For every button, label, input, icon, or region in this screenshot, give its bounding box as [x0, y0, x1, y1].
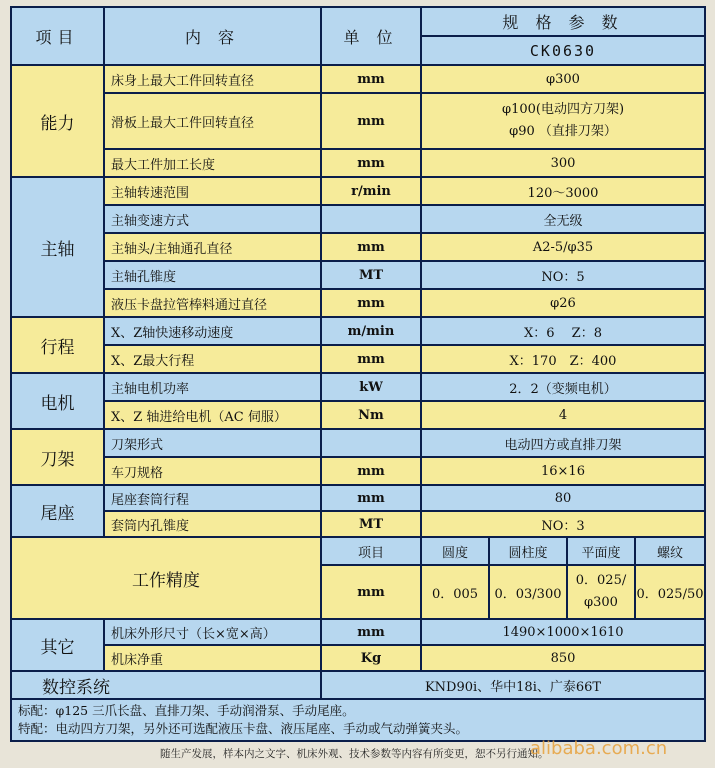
- group-toolpost: 刀架: [12, 430, 103, 484]
- accuracy-value: 0．005: [422, 566, 488, 618]
- row-unit: m/min: [322, 318, 420, 344]
- row-unit: [322, 430, 420, 456]
- group-other: 其它: [12, 620, 103, 670]
- row-label: 液压卡盘拉管棒料通过直径: [105, 290, 320, 316]
- row-value: 电动四方或直排刀架: [422, 430, 704, 456]
- accuracy-header: 圆柱度: [490, 538, 566, 564]
- row-label: 主轴头/主轴通孔直径: [105, 234, 320, 260]
- row-value: 120～3000: [422, 178, 704, 204]
- row-label: 最大工件加工长度: [105, 150, 320, 176]
- group-cnc: 数控系统: [12, 672, 320, 698]
- row-value: X：170 Z：400: [422, 346, 704, 372]
- accuracy-header: 螺纹: [636, 538, 704, 564]
- row-value: 850: [422, 646, 704, 670]
- accuracy-header: 圆度: [422, 538, 488, 564]
- notes: [12, 700, 704, 740]
- accuracy-header: 项目: [322, 538, 420, 564]
- row-unit: mm: [322, 66, 420, 92]
- note-optional: 特配：电动四方刀架，另外还可选配液压卡盘、液压尾座、手动或气动弹簧夹头。: [18, 721, 469, 736]
- row-value-line: φ100(电动四方刀架): [501, 102, 625, 117]
- row-unit: [322, 206, 420, 232]
- row-value: 16×16: [422, 458, 704, 484]
- row-unit: mm: [322, 346, 420, 372]
- accuracy-value-line: 0．025/: [575, 573, 627, 588]
- group-capacity: 能力: [12, 66, 103, 176]
- row-value: X：6 Z：8: [422, 318, 704, 344]
- row-value: φ26: [422, 290, 704, 316]
- accuracy-value: 0．03/300: [490, 566, 566, 618]
- row-label: 主轴电机功率: [105, 374, 320, 400]
- row-label: X、Z轴快速移动速度: [105, 318, 320, 344]
- row-label: 车刀规格: [105, 458, 320, 484]
- note-standard: 标配：φ125 三爪长盘、直排刀架、手动润滑泵、手动尾座。: [18, 703, 355, 718]
- row-label: 床身上最大工件回转直径: [105, 66, 320, 92]
- row-unit: MT: [322, 262, 420, 288]
- row-unit: mm: [322, 150, 420, 176]
- header-spec: 规 格 参 数: [422, 8, 704, 35]
- row-value: 1490×1000×1610: [422, 620, 704, 644]
- accuracy-value: 0．025/50: [636, 566, 704, 618]
- accuracy-header: 平面度: [568, 538, 634, 564]
- group-travel: 行程: [12, 318, 103, 372]
- row-label: 主轴转速范围: [105, 178, 320, 204]
- row-value: φ300: [422, 66, 704, 92]
- group-spindle: 主轴: [12, 178, 103, 316]
- row-unit: mm: [322, 94, 420, 148]
- row-unit: mm: [322, 234, 420, 260]
- row-value: [422, 94, 704, 148]
- group-motor: 电机: [12, 374, 103, 428]
- group-accuracy: 工作精度: [12, 538, 320, 618]
- row-label: 机床净重: [105, 646, 320, 670]
- accuracy-value-line: φ300: [584, 595, 618, 610]
- row-value: NO：5: [422, 262, 704, 288]
- row-label: 滑板上最大工件回转直径: [105, 94, 320, 148]
- row-unit: r/min: [322, 178, 420, 204]
- row-unit: Kg: [322, 646, 420, 670]
- accuracy-unit: mm: [322, 566, 420, 618]
- row-label: 套筒内孔锥度: [105, 512, 320, 536]
- row-unit: mm: [322, 290, 420, 316]
- accuracy-value: [568, 566, 634, 618]
- row-value: 2．2（变频电机）: [422, 374, 704, 400]
- header-item: 项目: [12, 8, 103, 64]
- row-value-line: φ90 （直排刀架）: [509, 124, 617, 139]
- row-value: A2-5/φ35: [422, 234, 704, 260]
- header-model: CK0630: [422, 37, 704, 64]
- row-unit: mm: [322, 486, 420, 510]
- row-unit: mm: [322, 458, 420, 484]
- watermark: alibaba.com.cn: [530, 738, 668, 759]
- row-value: NO：3: [422, 512, 704, 536]
- spec-table: [10, 6, 706, 742]
- row-value: 80: [422, 486, 704, 510]
- row-unit: kW: [322, 374, 420, 400]
- cnc-value: KND90i、华中18i、广泰66T: [322, 672, 704, 698]
- group-tailstock: 尾座: [12, 486, 103, 536]
- row-value: 4: [422, 402, 704, 428]
- row-unit: mm: [322, 620, 420, 644]
- disclaimer: 随生产发展，样本内之文字、机床外观、技术参数等内容有所变更，恕不另行通知。: [160, 748, 549, 760]
- row-label: X、Z最大行程: [105, 346, 320, 372]
- row-value: 300: [422, 150, 704, 176]
- row-unit: MT: [322, 512, 420, 536]
- row-label: 主轴变速方式: [105, 206, 320, 232]
- header-unit: 单 位: [322, 8, 420, 64]
- row-value: 全无级: [422, 206, 704, 232]
- header-content: 内 容: [105, 8, 320, 64]
- row-label: X、Z 轴进给电机（AC 伺服）: [105, 402, 320, 428]
- row-label: 主轴孔锥度: [105, 262, 320, 288]
- row-label: 尾座套筒行程: [105, 486, 320, 510]
- row-label: 刀架形式: [105, 430, 320, 456]
- row-unit: Nm: [322, 402, 420, 428]
- row-label: 机床外形尺寸（长×宽×高）: [105, 620, 320, 644]
